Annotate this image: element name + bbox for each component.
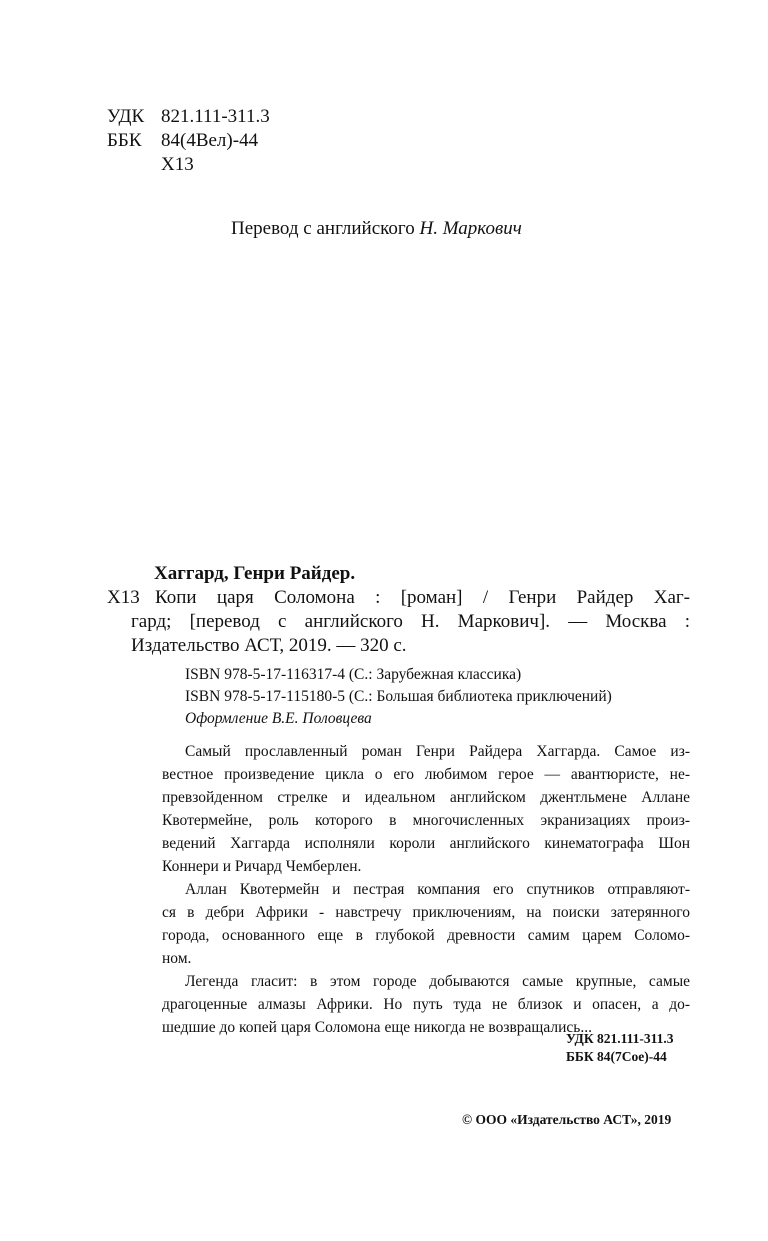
annotation-line-10: ном. xyxy=(162,950,192,967)
catalog-line-1: Копи царя Соломона : [роман] / Генри Райдер Хаг- xyxy=(155,587,690,608)
annotation-line-6: Коннери и Ричард Чемберлен. xyxy=(162,858,362,875)
top-bbk-value: 84(4Вел)-44 xyxy=(161,130,259,151)
bottom-udk: УДК 821.111-311.3 xyxy=(566,1031,674,1046)
annotation-line-2: вестное произведение цикла о его любимом герое — авантюристе, не- xyxy=(162,766,690,783)
catalog-author-sign: Х13 xyxy=(107,587,140,608)
top-udk-label: УДК xyxy=(107,106,145,127)
translator-line xyxy=(231,218,522,240)
top-udk-value: 821.111-311.3 xyxy=(161,106,270,127)
annotation-line-11: Легенда гласит: в этом городе добываются самые крупные, самые xyxy=(185,973,690,990)
annotation-line-4: Квотермейне, роль которого в многочисленных экранизациях произ- xyxy=(162,812,690,829)
bottom-bbk: ББК 84(7Сое)-44 xyxy=(566,1049,667,1064)
annotation-line-13: шедшие до копей царя Соломона еще никогда не возвращались... xyxy=(162,1019,592,1036)
annotation-line-9: города, основанного еще в глубокой древности самим царем Соломо- xyxy=(162,927,690,944)
isbn-1: ISBN 978-5-17-116317-4 (С.: Зарубежная классика) xyxy=(185,666,522,683)
translator-prefix: Перевод с английского xyxy=(231,218,415,239)
catalog-author-heading: Хаггард, Генри Райдер. xyxy=(154,563,356,584)
catalog-line-3: Издательство АСТ, 2019. — 320 с. xyxy=(131,635,407,656)
translator-name: Н. Маркович xyxy=(419,218,522,239)
annotation-line-8: ся в дебри Африки - навстречу приключениям, на поиски затерянного xyxy=(162,904,690,921)
annotation-line-12: драгоценные алмазы Африки. Но путь туда не близок и опасен, а до- xyxy=(162,996,690,1013)
design-credit: Оформление В.Е. Половцева xyxy=(185,710,372,727)
annotation-line-7: Аллан Квотермейн и пестрая компания его спутников отправляют- xyxy=(185,881,690,898)
annotation-line-1: Самый прославленный роман Генри Райдера Хаггарда. Самое из- xyxy=(185,743,690,760)
top-author-sign: Х13 xyxy=(161,154,194,175)
isbn-2: ISBN 978-5-17-115180-5 (С.: Большая библиотека приключений) xyxy=(185,688,612,705)
copyright: © ООО «Издательство АСТ», 2019 xyxy=(462,1112,672,1127)
annotation-line-3: превзойденном стрелке и идеальном английском джентльмене Аллане xyxy=(162,789,690,806)
catalog-line-2: гард; [перевод с английского Н. Маркович]. — Москва : xyxy=(131,611,690,632)
annotation-line-5: ведений Хаггарда исполняли короли английского кинематографа Шон xyxy=(162,835,690,852)
top-bbk-label: ББК xyxy=(107,130,142,151)
